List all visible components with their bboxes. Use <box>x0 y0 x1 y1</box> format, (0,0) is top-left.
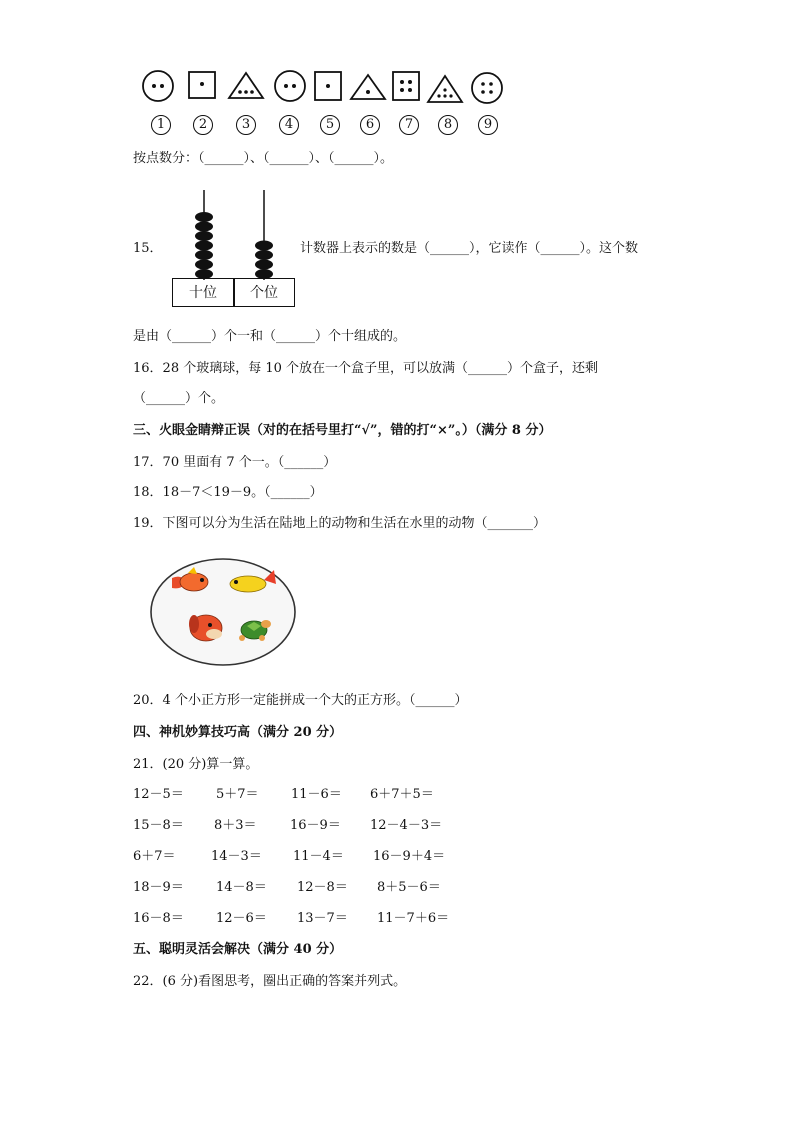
calc-cell: 18－9＝ <box>133 880 184 895</box>
calc-cell: 12－6＝ <box>216 911 267 926</box>
calc-cell: 6＋7＝ <box>133 849 176 864</box>
calc-cell: 14－8＝ <box>216 880 267 895</box>
shape-label-3: 3 <box>236 115 256 135</box>
shape-label-6: 6 <box>360 115 380 135</box>
calc-cell: 11－4＝ <box>293 849 344 864</box>
q21-text: 21．(20 分)算一算。 <box>133 757 259 772</box>
ones-bead <box>255 260 273 270</box>
shape-label-4: 4 <box>279 115 299 135</box>
tens-bead <box>195 222 213 232</box>
q14-dot-count-line: 按点数分：（______）、（______）、（______）。 <box>133 151 394 166</box>
calc-cell: 16－8＝ <box>133 911 184 926</box>
abacus-rods <box>165 188 305 284</box>
circle-four-dots-shape <box>469 68 505 106</box>
square-one-dot-shape <box>186 68 218 104</box>
q19-text: 19．下图可以分为生活在陆地上的动物和生活在水里的动物（_______） <box>133 516 547 531</box>
q18-text: 18．18－7＜19－9。（______） <box>133 485 323 500</box>
calc-cell: 8＋3＝ <box>214 818 257 833</box>
tens-bead <box>195 212 213 222</box>
tens-bead <box>195 260 213 270</box>
ones-place-label: 个位 <box>250 285 278 301</box>
triangle-three-dots-shape <box>226 68 266 104</box>
calc-cell: 12－5＝ <box>133 787 184 802</box>
q22-text: 22．(6 分)看图思考，圈出正确的答案并列式。 <box>133 974 407 989</box>
tens-bead <box>195 231 213 241</box>
shape-label-1: 1 <box>151 115 171 135</box>
section-5-heading: 五、聪明灵活会解决（满分 40 分） <box>133 942 343 957</box>
tens-bead <box>195 241 213 251</box>
shape-label-8: 8 <box>438 115 458 135</box>
ones-bead <box>255 241 273 251</box>
calc-cell: 16－9＋4＝ <box>373 849 446 864</box>
q15-line-2: 是由（______）个一和（______）个十组成的。 <box>133 329 407 344</box>
calc-cell: 6＋7＋5＝ <box>370 787 434 802</box>
shape-label-7: 7 <box>399 115 419 135</box>
calc-cell: 15－8＝ <box>133 818 184 833</box>
calc-cell: 11－7＋6＝ <box>377 911 450 926</box>
circle-two-dots-shape <box>140 68 176 104</box>
calc-cell: 12－8＝ <box>297 880 348 895</box>
triangle-one-dot-shape <box>348 68 388 104</box>
q20-text: 20．4 个小正方形一定能拼成一个大的正方形。（______） <box>133 693 468 708</box>
section-3-heading: 三、火眼金睛辩正误（对的在括号里打“√”，错的打“×”。）（满分 8 分） <box>133 423 552 438</box>
animals-picture <box>148 556 298 668</box>
circle-two-dots-shape <box>272 68 308 104</box>
q16-line-2: （______）个。 <box>133 391 225 406</box>
q15-line-1: 计数器上表示的数是（______），它读作（______）。这个数 <box>300 241 639 256</box>
calc-cell: 8＋5－6＝ <box>377 880 441 895</box>
shape-label-9: 9 <box>478 115 498 135</box>
tens-place-label: 十位 <box>189 285 217 301</box>
calc-cell: 11－6＝ <box>291 787 342 802</box>
square-four-dots-shape <box>390 68 422 104</box>
tens-beads <box>195 212 213 279</box>
calc-cell: 13－7＝ <box>297 911 348 926</box>
calc-cell: 16－9＝ <box>290 818 341 833</box>
shape-label-2: 2 <box>193 115 213 135</box>
square-one-dot-shape <box>312 68 344 104</box>
calc-cell: 12－4－3＝ <box>370 818 443 833</box>
q16-line-1: 16．28 个玻璃球，每 10 个放在一个盒子里，可以放满（______）个盒子，还剩 <box>133 361 599 376</box>
ones-beads <box>255 241 273 280</box>
section-4-heading: 四、神机妙算技巧高（满分 20 分） <box>133 725 343 740</box>
q17-text: 17．70 里面有 7 个一。（______） <box>133 455 337 470</box>
q15-number: 15． <box>133 241 163 256</box>
shape-label-5: 5 <box>320 115 340 135</box>
triangle-four-dots-shape <box>425 68 465 106</box>
tens-bead <box>195 250 213 260</box>
calc-cell: 14－3＝ <box>211 849 262 864</box>
ones-bead <box>255 250 273 260</box>
calc-cell: 5＋7＝ <box>216 787 259 802</box>
